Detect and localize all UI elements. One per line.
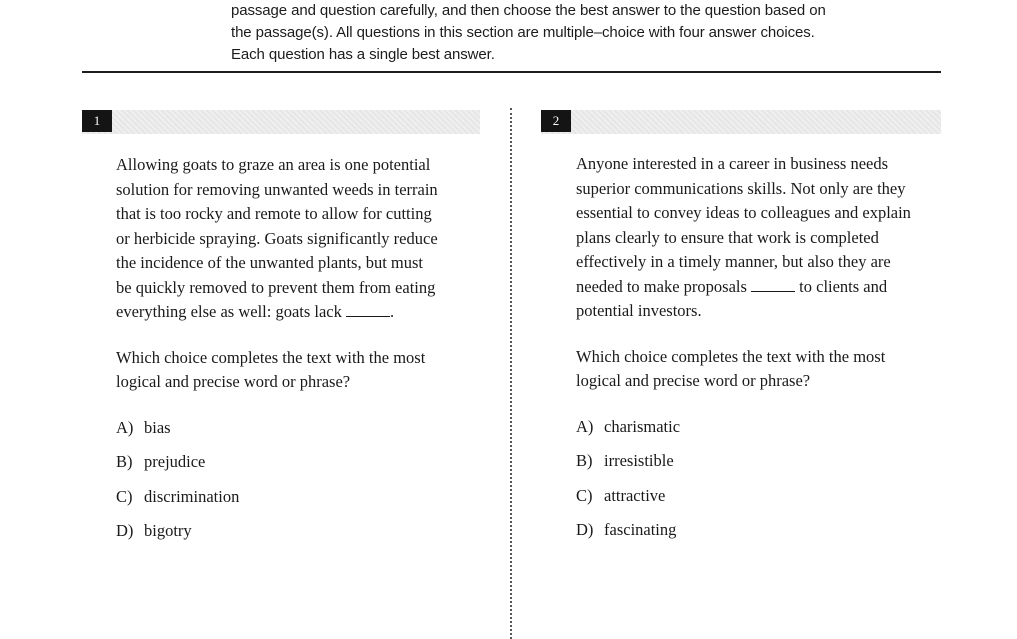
choice-text: irresistible xyxy=(604,451,674,470)
choice-letter: D) xyxy=(116,521,134,540)
passage-line: that is too rocky and remote to allow for cutting xyxy=(116,204,432,223)
prompt-line: logical and precise word or phrase? xyxy=(576,371,811,390)
section-instructions xyxy=(231,0,931,66)
choice-d[interactable] xyxy=(576,518,911,553)
choice-letter: B) xyxy=(116,452,133,471)
choice-text: fascinating xyxy=(604,520,677,539)
passage-text: to clients and xyxy=(795,276,888,296)
choice-d[interactable] xyxy=(116,519,438,554)
instructions-line: Each question has a single best answer. xyxy=(231,46,495,63)
passage-line: solution for removing unwanted weeds in terrain xyxy=(116,179,438,199)
choice-letter: C) xyxy=(116,486,133,506)
choice-a[interactable] xyxy=(576,415,911,450)
section-rule xyxy=(82,71,941,73)
passage-line: be quickly removed to prevent them from eating xyxy=(116,277,436,297)
choice-letter: D) xyxy=(576,520,594,539)
question-1-prompt xyxy=(116,346,438,395)
choice-text: prejudice xyxy=(144,452,206,471)
answer-blank xyxy=(346,302,390,317)
question-1-choices xyxy=(116,416,438,554)
choice-text: attractive xyxy=(604,485,666,505)
choice-a[interactable] xyxy=(116,416,438,451)
choice-text: charismatic xyxy=(604,416,681,436)
passage-line: the incidence of the unwanted plants, but must xyxy=(116,253,424,272)
choice-letter: B) xyxy=(576,451,593,470)
choice-b[interactable] xyxy=(576,449,911,484)
passage-text: . xyxy=(390,302,395,321)
question-2-choices xyxy=(576,415,911,553)
passage-line: Allowing goats to graze an area is one potential xyxy=(116,155,431,174)
choice-text: bias xyxy=(144,417,171,437)
passage-line: or herbicide spraying. Goats significantly reduce xyxy=(116,228,438,248)
choice-b[interactable] xyxy=(116,450,438,485)
passage-line: superior communications skills. Not only are they xyxy=(576,178,906,198)
passage-line: plans clearly to ensure that work is completed xyxy=(576,227,879,247)
question-1-number: 1 xyxy=(82,110,112,132)
instructions-line: passage and question carefully, and then choose the best answer to the question based on xyxy=(231,2,826,19)
passage-line: Anyone interested in a career in business needs xyxy=(576,154,889,173)
choice-text: bigotry xyxy=(144,521,192,540)
question-2-header xyxy=(541,110,941,134)
question-2-number: 2 xyxy=(541,110,571,132)
question-1 xyxy=(116,153,438,554)
passage-text: needed to make proposals xyxy=(576,276,752,296)
passage-line: potential investors. xyxy=(576,301,702,320)
question-1-header xyxy=(82,110,480,134)
passage-line: essential to convey ideas to colleagues and explain xyxy=(576,203,911,222)
choice-c[interactable] xyxy=(116,485,438,520)
passage-line xyxy=(576,275,911,300)
prompt-line: logical and precise word or phrase? xyxy=(116,372,351,391)
instructions-line: the passage(s). All questions in this section are multiple–choice with four answer choices. xyxy=(231,24,815,41)
question-2-passage xyxy=(576,152,911,324)
choice-text: discrimination xyxy=(144,486,240,506)
prompt-line: Which choice completes the text with the most xyxy=(116,347,426,367)
passage-text: everything else as well: goats lack xyxy=(116,302,347,321)
question-2 xyxy=(576,152,911,553)
choice-letter: A) xyxy=(576,416,594,436)
question-2-prompt xyxy=(576,345,911,394)
passage-line: effectively in a timely manner, but also they are xyxy=(576,252,891,271)
passage-line xyxy=(116,300,438,325)
question-1-passage xyxy=(116,153,438,325)
answer-blank xyxy=(751,277,795,292)
choice-letter: C) xyxy=(576,485,593,505)
prompt-line: Which choice completes the text with the most xyxy=(576,346,886,366)
choice-letter: A) xyxy=(116,417,134,437)
choice-c[interactable] xyxy=(576,484,911,519)
column-divider xyxy=(510,108,512,639)
